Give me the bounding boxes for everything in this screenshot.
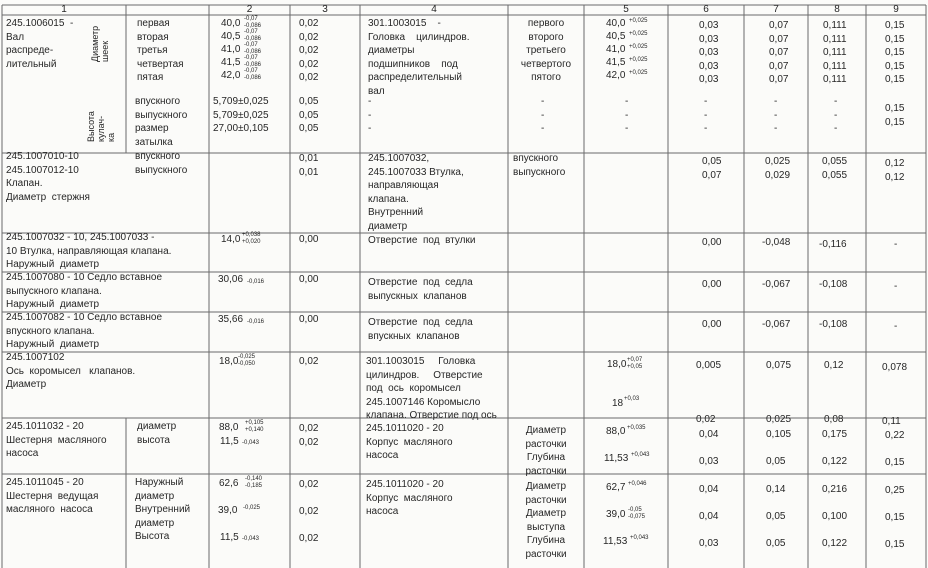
col-header-4: 4 [431,4,437,15]
driving-bore-dim: 62,7 [606,482,626,493]
driving-boss-dim: 39,0 [606,509,626,520]
gear-col6: 0,04 0,03 [699,429,719,467]
valve-mating: 245.1007032, 245.1007033 Втулка, направляющая клапана. Внутренний диаметр [368,153,464,232]
journal-names: первая вторая третья четвертая пятая [137,18,184,83]
gear-col7: 0,105 0,05 [766,429,792,467]
driving-col9: 0,25 0,15 0,15 [885,485,905,550]
gear-dim: 11,5 [220,436,239,447]
dim-tolerance: -0,07 -0,086 [244,16,262,29]
gear-dim: 88,0 [219,422,239,433]
dim-tolerance: -0,07 -0,086 [244,68,262,81]
exhaust-seat-tol: -0,016 [247,279,265,285]
cam-col4b: - - - [541,96,545,134]
col3-values: 0,02 0,02 0,02 0,02 0,02 [299,18,319,83]
col-header-8: 8 [834,4,840,15]
driving-gear-col3: 0,02 0,02 0,02 [299,479,319,544]
driving-gear-tol: -0,025 [243,505,261,511]
driving-gear-dim: 11,5 [220,532,239,543]
rocker-col6: 0,005 0,02 [696,360,722,425]
cam-col8: - - - [834,96,838,134]
cam-col5: - - - [625,96,629,134]
driving-gear-mating: 245.1011020 - 20 Корпус масляного насоса [366,479,453,517]
exhaust-seat-col3: 0,00 [299,274,319,285]
bushing-col6: 0,00 [702,237,722,248]
rocker-shaft-col3: 0,02 [299,356,319,367]
exhaust-seat-col6: 0,00 [702,279,722,290]
col7-values: 0,07 0,07 0,07 0,07 0,07 [769,20,789,85]
exhaust-seat-col9: - [894,281,898,292]
bushing-col7: -0,048 [762,237,791,248]
cam-col7: - - - [774,96,778,134]
part-name-guide-bushing: 245.1007032 - 10, 245.1007033 - 10 Втулка, направляющая клапана. Наружный диаметр [6,232,172,270]
bushing-tol: +0,038 +0,020 [242,232,261,245]
dim-tolerance: -0,07 -0,086 [244,55,262,68]
mating-dim: 40,5 [606,31,626,42]
driving-gear-names: Наружный диаметр Внутренний диаметр Высота [135,477,191,542]
intake-seat-col9: - [894,321,898,332]
col8-values: 0,111 0,111 0,111 0,111 0,111 [823,20,847,85]
mating-dim: 41,0 [606,44,626,55]
dim-tolerance: -0,07 -0,086 [244,29,262,42]
bushing-col9: - [894,239,898,250]
driving-gear-dim: 39,0 [218,505,238,516]
driving-gear-mnames: Диаметр расточки Диаметр выступа Глубина расточки [525,481,567,560]
col-header-6: 6 [703,4,709,15]
cam-col4: - - - [368,96,372,134]
mating-tol: +0,025 [629,70,648,76]
exhaust-seat-col7: -0,067 [762,279,791,290]
rocker-col8: 0,12 0,08 [824,360,844,425]
rocker-arm-bore-dim: 18 [612,398,624,409]
rocker-shaft-dim: 18,0 [219,356,239,367]
rocker-arm-bore-tol: +0,03 [624,396,640,402]
gear-names: диаметр высота [137,421,177,446]
col-header-3: 3 [322,4,328,15]
cam-names: впускного выпускного размер затылка [135,96,188,148]
intake-seat-dim: 35,66 [218,314,244,325]
col-header-1: 1 [61,4,67,15]
mating-dim: 42,0 [606,70,626,81]
part-name-exhaust-seat: 245.1007080 - 10 Седло вставное выпускного клапана. Наружный диаметр [6,272,163,310]
cam-dims: 5,709±0,025 5,709±0,025 27,00±0,105 [213,96,269,134]
dim-value: 42,0 [221,70,241,81]
driving-col8: 0,216 0,100 0,122 [822,484,848,549]
gear-depth-tol: +0,043 [631,452,650,458]
driving-gear-tol: -0,140 -0,185 [245,476,263,489]
rocker-col7: 0,075 0,025 [766,360,792,425]
gear-col8: 0,175 0,122 [822,429,848,467]
gear-col9: 0,22 0,15 [885,430,905,468]
driving-gear-tol: -0,043 [242,536,260,542]
dim-value: 40,5 [221,31,241,42]
mating-tol: +0,025 [629,31,648,37]
mating-dim: 40,0 [606,18,626,29]
part-name-driving-gear: 245.1011045 - 20 Шестерня ведущая масляного насоса [6,477,99,515]
exhaust-seat-mating: Отверстие под седла выпускных клапанов [368,277,473,302]
mating-tol: +0,025 [629,18,648,24]
driving-depth-tol: +0,043 [630,535,649,541]
valve-col3: 0,01 0,01 [299,153,319,178]
driving-bore-tol: +0,046 [628,481,647,487]
gear-mating: 245.1011020 - 20 Корпус масляного насоса [366,423,453,461]
intake-seat-mating: Отверстие под седла впускных клапанов [368,317,473,342]
intake-seat-tol: -0,016 [247,319,265,325]
mating-part-desc: 301.1003015 - Головка цилиндров. диаметры подшипников под распределительный вал [368,18,470,97]
dim-value: 40,0 [221,18,241,29]
gear-depth-dim: 11,53 [604,453,629,464]
gear-mnames: Диаметр расточки Глубина расточки [525,425,567,477]
valve-col8: 0,055 0,055 [822,156,848,181]
rocker-shaft-mating: 301.1003015 Головка цилиндров. Отверстие под ось коромысел 245.1007146 Коромысло клапана. Отверстие под ось [366,356,497,421]
intake-seat-col7: -0,067 [762,319,791,330]
col-header-7: 7 [773,4,779,15]
col-header-9: 9 [893,4,899,15]
valve-col6: 0,05 0,07 [702,156,722,181]
vertical-label-cams: Высота кулач- ка [86,111,116,142]
bushing-col8: -0,116 [819,239,847,250]
dim-tolerance: -0,07 -0,086 [244,42,262,55]
part-name-valve: 245.1007010-10 245.1007012-10 Клапан. Диаметр стержня [6,151,90,203]
driving-gear-dim: 62,6 [219,478,239,489]
mating-tol: +0,025 [629,57,648,63]
valve-mnames: впускного выпускного [513,153,566,178]
mating-tol: +0,025 [629,44,648,50]
bushing-col3: 0,00 [299,234,319,245]
exhaust-seat-dim: 30,06 [218,274,244,285]
driving-col7: 0,14 0,05 0,05 [766,484,786,549]
gear-tol: -0,043 [242,440,260,446]
cam-col9: 0,15 0,15 [885,103,905,128]
exhaust-seat-col8: -0,108 [819,279,848,290]
gear-bore-dim: 88,0 [606,426,626,437]
col9-values: 0,15 0,15 0,15 0,15 0,15 [885,20,905,85]
col-header-2: 2 [246,4,253,15]
mating-names: первого второго третьего четвертого пятого [520,18,572,83]
valve-names: впускного выпускного [135,151,188,176]
bushing-mating: Отверстие под втулки [368,235,476,246]
driving-col6: 0,04 0,04 0,03 [699,484,719,549]
rocker-shaft-tol: -0,025 -0,050 [238,354,256,367]
part-name-intake-seat: 245.1007082 - 10 Седло вставное впускного клапана. Наружный диаметр [6,312,163,350]
cam-col6: - - - [704,96,708,134]
dim-value: 41,0 [221,44,241,55]
col6-values: 0,03 0,03 0,03 0,03 0,03 [699,20,719,85]
bushing-dim: 14,0 [221,234,241,245]
part-name-rocker-shaft: 245.1007102 Ось коромысел клапанов. Диаметр [6,352,136,390]
rocker-bore-dim: 18,0 [607,359,627,370]
rocker-col9: 0,078 0,11 [882,362,908,427]
col-header-5: 5 [623,4,629,15]
intake-seat-col8: -0,108 [819,319,848,330]
valve-col7: 0,025 0,029 [765,156,791,181]
driving-boss-tol: -0,05 -0,075 [628,507,646,520]
part-name-camshaft: 245.1006015 - Вал распреде- лительный [6,18,74,70]
gear-bore-tol: +0,035 [627,425,646,431]
driving-depth-dim: 11,53 [603,536,628,547]
valve-col9: 0,12 0,12 [885,158,905,183]
rocker-bore-tol: +0,07 +0,05 [627,357,643,370]
intake-seat-col3: 0,00 [299,314,319,325]
vertical-label-journals: Диаметр шеек [90,25,110,62]
intake-seat-col6: 0,00 [702,319,722,330]
gear-col3: 0,02 0,02 [299,423,319,448]
part-name-oil-pump-gear: 245.1011032 - 20 Шестерня масляного насоса [6,421,107,459]
dim-value: 41,5 [221,57,241,68]
cam-col3: 0,05 0,05 0,05 [299,96,319,134]
gear-tol: +0,105 +0,140 [245,420,264,433]
mating-dim: 41,5 [606,57,626,68]
